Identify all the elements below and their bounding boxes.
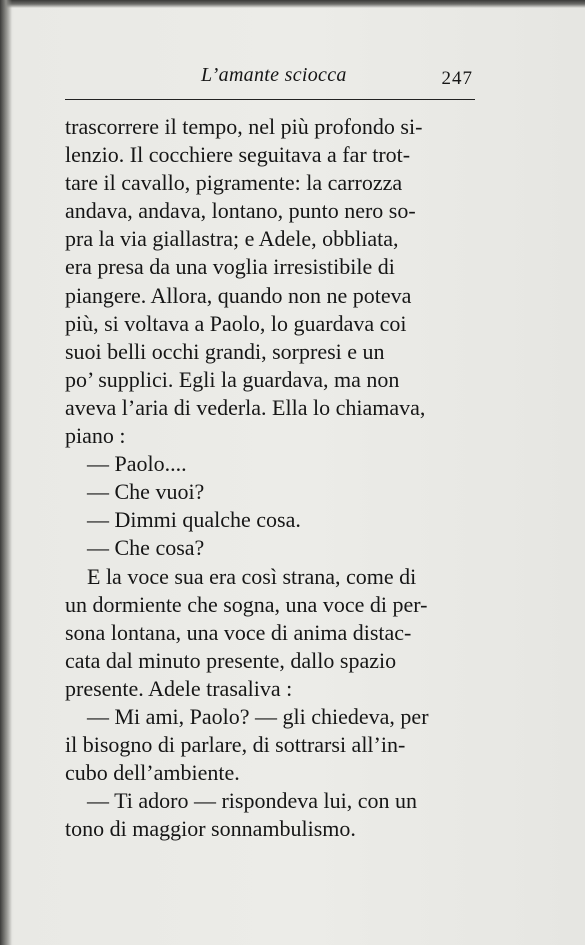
dialogue-line: — Paolo.... <box>87 451 187 477</box>
text-line: più, si voltava a Paolo, lo guardava coi <box>65 310 407 336</box>
text-line: piangere. Allora, quando non ne poteva <box>65 282 412 308</box>
text-line: trascorrere il tempo, nel più profondo si- <box>65 114 423 139</box>
text-line: cubo dell’ambiente. <box>65 760 240 786</box>
dialogue-line: — Mi ami, Paolo? — gli chiedeva, per <box>87 703 429 729</box>
text-line: aveva l’aria di vederla. Ella lo chiamava, <box>65 394 426 420</box>
header-rule <box>65 99 475 100</box>
text-line: pra la via giallastra; e Adele, obbliata, <box>65 226 399 252</box>
text-line: piano : <box>65 423 126 449</box>
dialogue-line: — Che vuoi? <box>87 479 205 505</box>
dialogue-line: — Dimmi qualche cosa. <box>87 507 301 533</box>
text-line: andava, andava, lontano, punto nero so- <box>65 198 416 224</box>
text-line: il bisogno di parlare, di sottrarsi all’in- <box>65 732 406 758</box>
scan-top-edge <box>0 0 585 8</box>
dialogue-line: — Ti adoro — rispondeva lui, con un <box>87 788 417 814</box>
text-line: cata dal minuto presente, dallo spazio <box>65 647 397 673</box>
page-number: 247 <box>441 68 473 89</box>
text-line: lenzio. Il cocchiere seguitava a far trot- <box>65 142 411 168</box>
text-line: po’ supplici. Egli la guardava, ma non <box>65 366 400 392</box>
text-line: suoi belli occhi grandi, sorpresi e un <box>65 338 385 364</box>
body-text <box>65 113 485 843</box>
dialogue-line: — Che cosa? <box>87 535 205 561</box>
text-line: tono di maggior sonnambulismo. <box>65 816 356 842</box>
running-head <box>65 62 475 92</box>
scan-binding-edge <box>0 0 12 945</box>
text-line: sona lontana, una voce di anima distac- <box>65 619 412 645</box>
running-title: L’amante sciocca <box>201 64 347 86</box>
text-line: presente. Adele trasaliva : <box>65 675 293 701</box>
paragraph-start-line: E la voce sua era così strana, come di <box>87 563 417 589</box>
text-line: tare il cavallo, pigramente: la carrozza <box>65 170 403 196</box>
text-line: era presa da una voglia irresistibile di <box>65 254 395 280</box>
text-line: un dormiente che sogna, una voce di per- <box>65 591 428 617</box>
